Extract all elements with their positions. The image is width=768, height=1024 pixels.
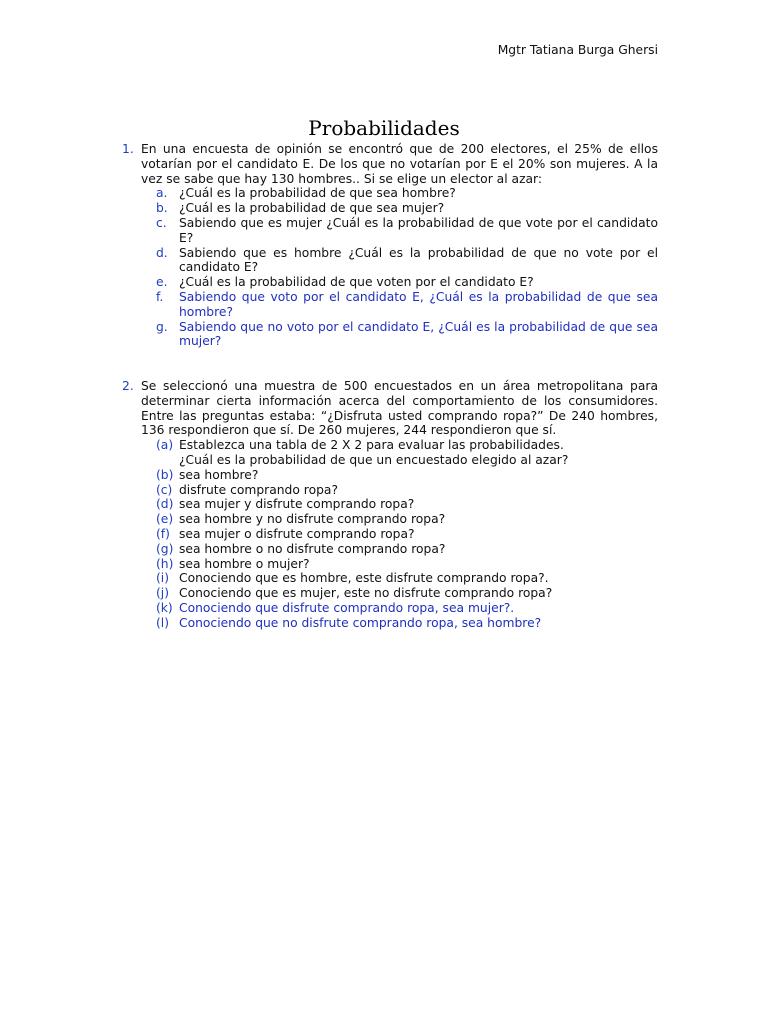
question-item bbox=[156, 586, 658, 601]
question-marker: (c) bbox=[156, 482, 173, 497]
page-title: Probabilidades bbox=[308, 116, 460, 140]
question-marker: (k) bbox=[156, 600, 173, 615]
question-item bbox=[156, 601, 658, 616]
question-subtext: ¿Cuál es la probabilidad de que un encuestado elegido al azar? bbox=[179, 452, 569, 467]
question-text: sea mujer o disfrute comprando ropa? bbox=[179, 526, 415, 541]
question-item bbox=[156, 320, 658, 350]
question-marker: (a) bbox=[156, 438, 174, 453]
question-text: Conociendo que disfrute comprando ropa, sea mujer?. bbox=[179, 600, 515, 615]
question-marker: (b) bbox=[156, 467, 174, 482]
question-text: ¿Cuál es la probabilidad de que sea mujer? bbox=[179, 201, 445, 216]
question-text: Establezca una tabla de 2 X 2 para evaluar las probabilidades. bbox=[179, 438, 564, 453]
problem-1 bbox=[122, 142, 658, 349]
question-text: ¿Cuál es la probabilidad de que voten por el candidato E? bbox=[179, 275, 534, 290]
problem-2 bbox=[122, 379, 658, 631]
question-marker: (f) bbox=[156, 526, 170, 541]
question-text: sea hombre y no disfrute comprando ropa? bbox=[179, 512, 446, 527]
question-item bbox=[156, 201, 658, 216]
question-item bbox=[156, 512, 658, 527]
question-text: Conociendo que es mujer, este no disfrute comprando ropa? bbox=[179, 586, 553, 601]
question-marker: (d) bbox=[156, 497, 174, 512]
question-item bbox=[156, 468, 658, 483]
question-text: Conociendo que es hombre, este disfrute comprando ropa?. bbox=[179, 571, 549, 586]
question-item bbox=[156, 290, 658, 320]
question-text: Sabiendo que voto por el candidato E, ¿Cuál es la probabilidad de que sea hombre? bbox=[179, 289, 658, 319]
question-list bbox=[156, 186, 658, 349]
author-name: Mgtr Tatiana Burga Ghersi bbox=[497, 43, 658, 57]
question-item bbox=[156, 246, 658, 276]
question-item bbox=[156, 542, 658, 557]
question-item bbox=[156, 438, 658, 468]
question-item bbox=[156, 557, 658, 572]
question-item bbox=[156, 216, 658, 246]
question-item bbox=[156, 186, 658, 201]
question-item bbox=[156, 527, 658, 542]
problem-number: 1. bbox=[122, 142, 134, 156]
problem-stem: En una encuesta de opinión se encontró que de 200 electores, el 25% de ellos votarían por el candidato E. De los que no votarían por E el 20% son mujeres. A la vez se sabe que hay 130 hombres.. Si se elige un elector al azar: bbox=[141, 142, 658, 186]
question-text: Sabiendo que es hombre ¿Cuál es la probabilidad de que no vote por el candidato E? bbox=[179, 245, 658, 275]
question-text: sea mujer y disfrute comprando ropa? bbox=[179, 497, 415, 512]
question-item bbox=[156, 571, 658, 586]
problem-number: 2. bbox=[122, 379, 134, 393]
question-text: ¿Cuál es la probabilidad de que sea hombre? bbox=[179, 186, 456, 201]
question-text: sea hombre o mujer? bbox=[179, 556, 310, 571]
question-marker: (l) bbox=[156, 615, 170, 630]
question-item bbox=[156, 483, 658, 498]
question-text: sea hombre? bbox=[179, 467, 259, 482]
question-list bbox=[156, 438, 658, 630]
question-marker: d. bbox=[156, 245, 168, 260]
question-item bbox=[156, 275, 658, 290]
question-marker: b. bbox=[156, 201, 168, 216]
question-marker: (e) bbox=[156, 512, 174, 527]
question-text: Sabiendo que no voto por el candidato E, ¿Cuál es la probabilidad de que sea mujer? bbox=[179, 319, 658, 349]
question-marker: g. bbox=[156, 319, 168, 334]
question-marker: e. bbox=[156, 275, 168, 290]
question-text: Sabiendo que es mujer ¿Cuál es la probabilidad de que vote por el candidato E? bbox=[179, 215, 658, 245]
question-marker: c. bbox=[156, 215, 167, 230]
question-marker: (j) bbox=[156, 586, 170, 601]
question-marker: (g) bbox=[156, 541, 174, 556]
question-marker: (i) bbox=[156, 571, 170, 586]
question-item bbox=[156, 616, 658, 631]
problem-stem: Se seleccionó una muestra de 500 encuestados en un área metropolitana para determinar cierta información acerca del comportamiento de los consumidores. Entre las preguntas estaba: “¿Disfruta usted comprando ropa?” De 240 hombres, 136 respondieron que sí. De 260 mujeres, 244 respondieron que sí. bbox=[141, 379, 658, 438]
question-text: Conociendo que no disfrute comprando ropa, sea hombre? bbox=[179, 615, 542, 630]
question-marker: a. bbox=[156, 186, 168, 201]
question-item bbox=[156, 497, 658, 512]
question-text: disfrute comprando ropa? bbox=[179, 482, 338, 497]
question-marker: f. bbox=[156, 289, 164, 304]
question-text: sea hombre o no disfrute comprando ropa? bbox=[179, 541, 446, 556]
question-marker: (h) bbox=[156, 556, 174, 571]
